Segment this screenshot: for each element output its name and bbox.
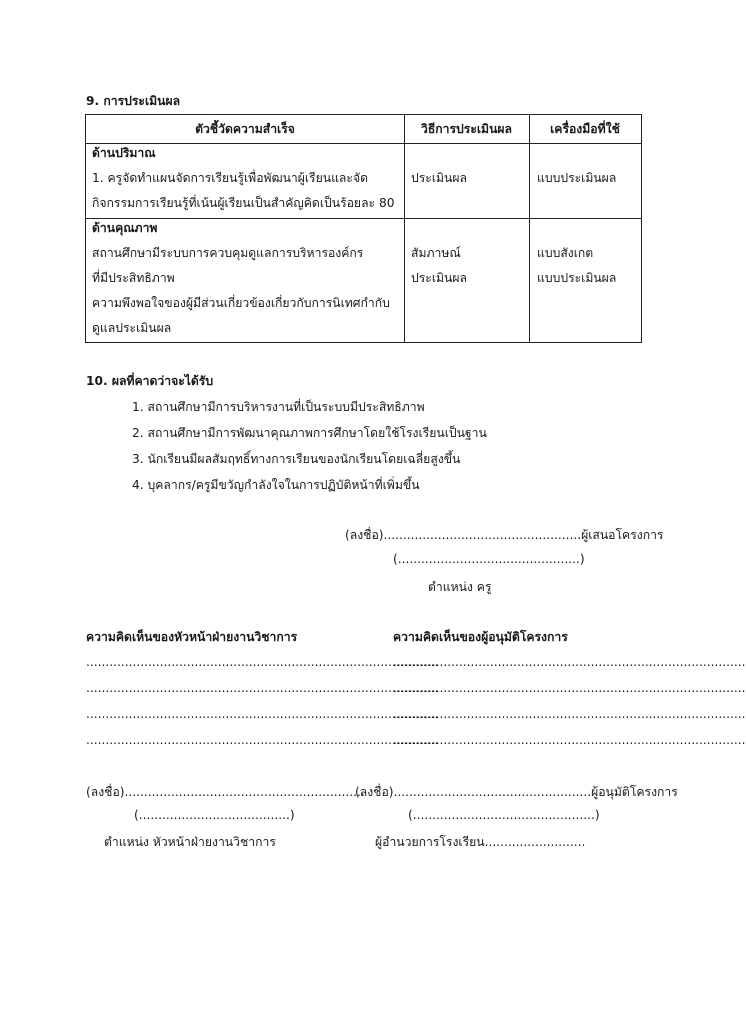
approver-sign-line: (ลงชื่อ)...................................................ผู้อนุมัติโครงการ	[355, 785, 678, 799]
table-header-method: วิธีการประเมินผล	[420, 122, 513, 136]
table-header-indicator: ตัวชี้วัดความสำเร็จ	[195, 122, 295, 136]
opinion-dotted-line: ...........................................................................................	[86, 681, 439, 695]
tool-cell: แบบประเมินผล	[537, 271, 617, 285]
row-category: ด้านคุณภาพ	[92, 221, 158, 235]
proposer-sign-line: (ลงชื่อ)...................................................ผู้เสนอโครงการ	[345, 528, 664, 542]
expected-result-item: 4. บุคลากร/ครูมีขวัญกำลังใจในการปฏิบัติหน้าที่เพิ่มขึ้น	[132, 478, 420, 492]
row-category: ด้านปริมาณ	[92, 146, 156, 160]
approver-name-line: (...............................................)	[408, 808, 600, 822]
table-column-divider	[404, 115, 405, 342]
tool-cell: แบบประเมินผล	[537, 171, 617, 185]
method-cell: สัมภาษณ์	[411, 246, 461, 260]
approver-opinion-heading: ความคิดเห็นของผู้อนุมัติโครงการ	[393, 630, 568, 644]
expected-result-item: 1. สถานศึกษามีการบริหารงานที่เป็นระบบมีประสิทธิภาพ	[132, 400, 425, 414]
evaluation-table	[85, 114, 642, 343]
opinion-dotted-line: ...........................................................................................	[393, 681, 746, 695]
academic-head-position: ตำแหน่ง หัวหน้าฝ่ายงานวิชาการ	[104, 835, 276, 849]
indicator-line: ที่มีประสิทธิภาพ	[92, 271, 175, 285]
table-header-tool: เครื่องมือที่ใช้	[550, 122, 620, 136]
academic-head-name-line: (.......................................)	[134, 808, 295, 822]
table-row-divider	[86, 218, 641, 219]
section-9-heading: 9. การประเมินผล	[86, 94, 181, 108]
opinion-dotted-line: ...........................................................................................	[86, 733, 439, 747]
indicator-line: ความพึงพอใจของผู้มีส่วนเกี่ยวข้องเกี่ยวกับการนิเทศกำกับ	[92, 296, 390, 310]
opinion-dotted-line: ...........................................................................................	[86, 707, 439, 721]
opinion-dotted-line: ...........................................................................................	[393, 655, 746, 669]
tool-cell: แบบสังเกต	[537, 246, 594, 260]
academic-head-sign-line: (ลงชื่อ)..............................................................	[86, 785, 365, 799]
proposer-name-line: (...............................................)	[393, 552, 585, 566]
indicator-line: กิจกรรมการเรียนรู้ที่เน้นผู้เรียนเป็นสำคัญคิดเป็นร้อยละ 80	[92, 196, 395, 210]
approver-position: ผู้อำนวยการโรงเรียน..........................	[375, 835, 586, 849]
academic-head-opinion-heading: ความคิดเห็นของหัวหน้าฝ่ายงานวิชาการ	[86, 630, 298, 644]
indicator-line: ดูแลประเมินผล	[92, 321, 172, 335]
proposer-position: ตำแหน่ง ครู	[428, 580, 492, 594]
method-cell: ประเมินผล	[411, 171, 467, 185]
table-header-divider	[86, 143, 641, 144]
expected-result-item: 2. สถานศึกษามีการพัฒนาคุณภาพการศึกษาโดยใช้โรงเรียนเป็นฐาน	[132, 426, 487, 440]
section-10-heading: 10. ผลที่คาดว่าจะได้รับ	[86, 374, 214, 388]
expected-result-item: 3. นักเรียนมีผลสัมฤทธิ์ทางการเรียนของนักเรียนโดยเฉลี่ยสูงขึ้น	[132, 452, 461, 466]
indicator-line: 1. ครูจัดทำแผนจัดการเรียนรู้เพื่อพัฒนาผู้เรียนและจัด	[92, 171, 369, 185]
opinion-dotted-line: ...........................................................................................	[393, 707, 746, 721]
indicator-line: สถานศึกษามีระบบการควบคุมดูแลการบริหารองค์กร	[92, 246, 364, 260]
opinion-dotted-line: ...........................................................................................	[393, 733, 746, 747]
method-cell: ประเมินผล	[411, 271, 467, 285]
opinion-dotted-line: ...........................................................................................	[86, 655, 439, 669]
table-column-divider	[529, 115, 530, 342]
